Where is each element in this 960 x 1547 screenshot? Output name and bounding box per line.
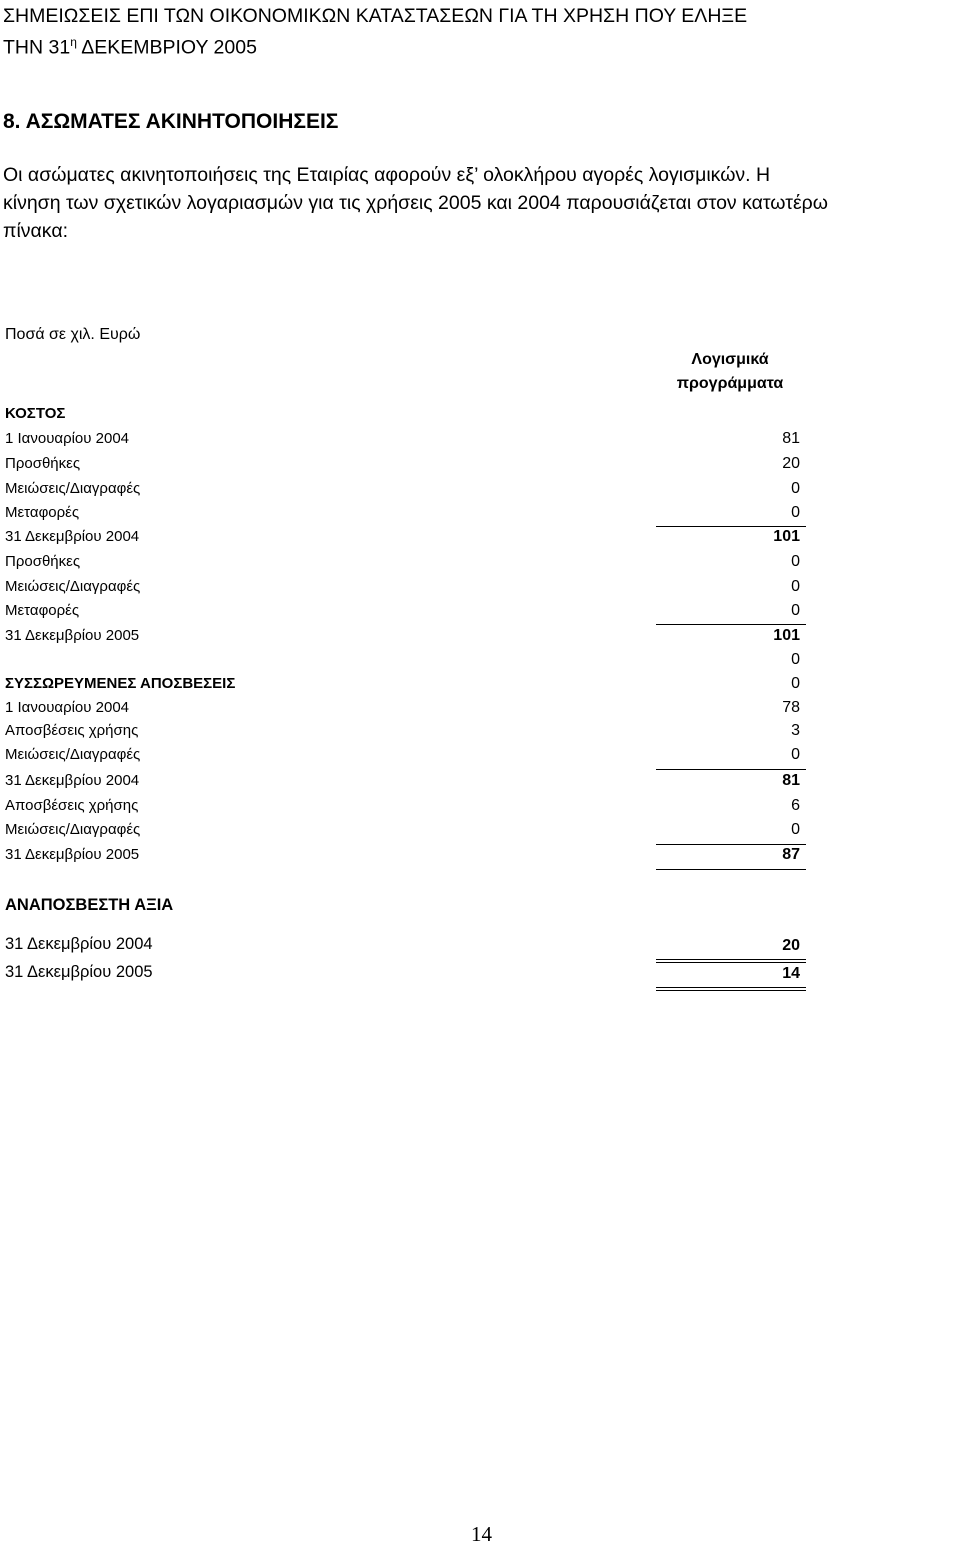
double-rule-top <box>656 959 806 960</box>
net-value-heading: ΑΝΑΠΟΣΒΕΣΤΗ ΑΞΙΑ <box>5 896 174 914</box>
row-value: 0 <box>791 553 800 570</box>
double-rule-bottom <box>656 962 806 963</box>
double-rule-top <box>656 987 806 988</box>
subtotal-rule <box>656 526 806 527</box>
row-value-subtotal: 87 <box>782 846 800 863</box>
section-title: 8. ΑΣΩΜΑΤΕΣ ΑΚΙΝΗΤΟΠΟΙΗΣΕΙΣ <box>3 110 339 133</box>
row-value: 78 <box>782 699 800 716</box>
row-label: 31 Δεκεμβρίου 2004 <box>5 772 140 789</box>
row-label: Προσθήκες <box>5 455 81 472</box>
total-rule <box>656 869 806 870</box>
net-row-label: 31 Δεκεμβρίου 2005 <box>5 963 153 981</box>
double-rule-bottom <box>656 990 806 991</box>
row-value-subtotal: 101 <box>773 528 800 545</box>
subtotal-rule <box>656 844 806 845</box>
row-value: 0 <box>791 480 800 497</box>
row-label: Προσθήκες <box>5 553 81 570</box>
row-value: 0 <box>791 578 800 595</box>
row-value: 0 <box>791 651 800 668</box>
row-value: 0 <box>791 602 800 619</box>
document-header-line1: ΣΗΜΕΙΩΣΕΙΣ ΕΠΙ ΤΩΝ ΟΙΚΟΝΟΜΙΚΩΝ ΚΑΤΑΣΤΑΣΕΩΝ ΓΙΑ ΤΗ ΧΡΗΣΗ ΠΟΥ ΕΛΗΞΕ <box>3 5 748 27</box>
column-header-line2: προγράμματα <box>676 375 784 392</box>
row-value: 81 <box>782 430 800 447</box>
page-number: 14 <box>471 1522 492 1546</box>
column-header-line1: Λογισμικά <box>691 351 769 368</box>
header-line2-start: ΤΗΝ 31 <box>3 36 71 59</box>
row-label: 31 Δεκεμβρίου 2005 <box>5 846 140 863</box>
subtotal-rule <box>656 769 806 770</box>
header-line2-end: ΔΕΚΕΜΒΡΙΟΥ 2005 <box>76 36 257 59</box>
row-value: 0 <box>791 821 800 838</box>
intro-line-2: κίνηση των σχετικών λογαριασμών για τις χρήσεις 2005 και 2004 παρουσιάζεται στον κατωτέρω <box>3 192 828 214</box>
row-value: 0 <box>791 504 800 521</box>
row-value: 0 <box>791 746 800 763</box>
row-value: 0 <box>791 675 800 692</box>
net-row-value: 20 <box>782 937 800 954</box>
row-label: Αποσβέσεις χρήσης <box>5 797 139 814</box>
column-header <box>650 348 810 396</box>
intro-line-1: Οι ασώματες ακινητοποιήσεις της Εταιρίας αφορούν εξ’ ολοκλήρου αγορές λογισμικών. Η <box>3 164 771 186</box>
row-label: 1 Ιανουαρίου 2004 <box>5 699 130 716</box>
row-label: Μεταφορές <box>5 504 80 521</box>
row-value: 20 <box>782 455 800 472</box>
row-value-subtotal: 101 <box>773 627 800 644</box>
document-header-line2 <box>3 30 257 60</box>
row-label: Μειώσεις/Διαγραφές <box>5 480 141 497</box>
row-label-depreciation-heading: ΣΥΣΣΩΡΕΥΜΕΝΕΣ ΑΠΟΣΒΕΣΕΙΣ <box>5 675 236 692</box>
row-label: 31 Δεκεμβρίου 2005 <box>5 627 140 644</box>
row-label: Μειώσεις/Διαγραφές <box>5 821 141 838</box>
subtotal-rule <box>656 624 806 625</box>
row-label: 1 Ιανουαρίου 2004 <box>5 430 130 447</box>
net-row-label: 31 Δεκεμβρίου 2004 <box>5 935 153 953</box>
header-superscript: η <box>70 35 77 49</box>
net-row-value: 14 <box>782 965 800 982</box>
row-label-cost-heading: ΚΟΣΤΟΣ <box>5 405 66 422</box>
row-label: Μεταφορές <box>5 602 80 619</box>
row-value: 6 <box>791 797 800 814</box>
intro-line-3: πίνακα: <box>3 220 69 242</box>
row-label: 31 Δεκεμβρίου 2004 <box>5 528 140 545</box>
row-label: Μειώσεις/Διαγραφές <box>5 746 141 763</box>
table-unit-label: Ποσά σε χιλ. Ευρώ <box>5 326 141 343</box>
row-value: 3 <box>791 722 800 739</box>
row-label: Αποσβέσεις χρήσης <box>5 722 139 739</box>
row-value-subtotal: 81 <box>782 772 800 789</box>
row-label: Μειώσεις/Διαγραφές <box>5 578 141 595</box>
